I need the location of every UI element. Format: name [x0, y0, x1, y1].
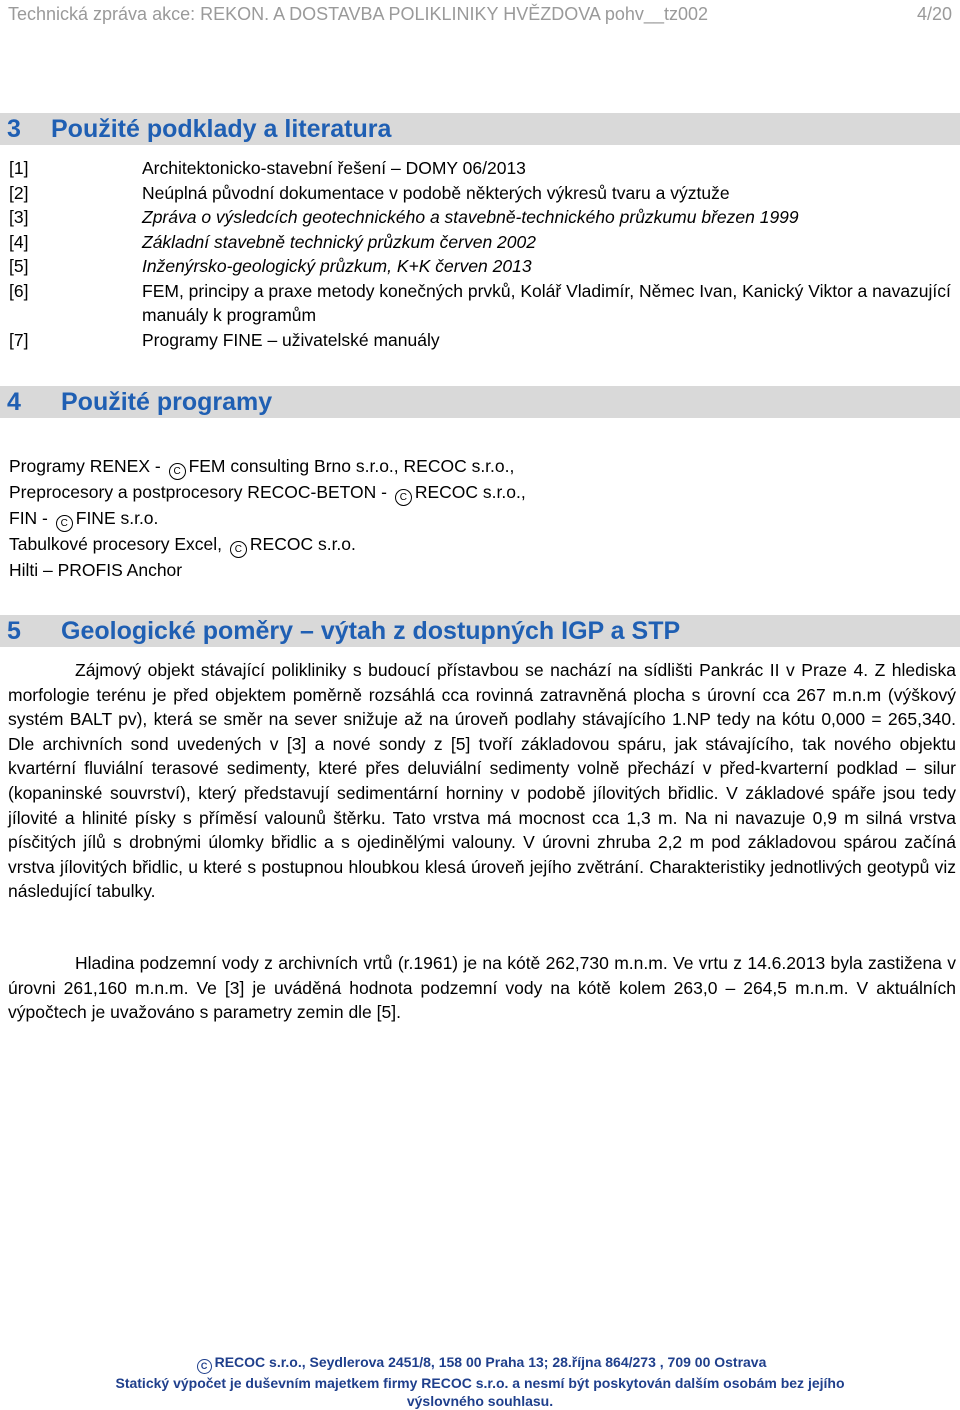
reference-text: Zpráva o výsledcích geotechnického a stavebně-technického průzkumu březen 1999 — [142, 207, 799, 227]
program-owner: FEM consulting Brno s.r.o., RECOC s.r.o., — [188, 456, 515, 476]
reference-item — [9, 279, 954, 328]
program-line — [9, 506, 526, 532]
copyright-icon: C — [230, 541, 247, 558]
program-line — [9, 480, 526, 506]
reference-text: Programy FINE – uživatelské manuály — [142, 329, 440, 350]
reference-text: Neúplná původní dokumentace v podobě některých výkresů tvaru a výztuže — [142, 182, 730, 203]
footer-address-text: RECOC s.r.o., Seydlerova 2451/8, 158 00 Praha 13; 28.října 864/273 , 709 00 Ostrava — [214, 1354, 767, 1370]
program-text: FIN - — [9, 508, 53, 528]
reference-item — [9, 205, 954, 230]
reference-item — [9, 230, 954, 255]
program-line — [9, 532, 526, 558]
reference-text: Architektonicko-stavební řešení – DOMY 06/2013 — [142, 158, 526, 178]
footer-notice: Statický výpočet je duševním majetkem firmy RECOC s.r.o. a nesmí být poskytován dalším osobám bez jejího výslovného souhlasu. — [115, 1375, 845, 1409]
section-5-heading — [0, 615, 960, 647]
program-line — [9, 558, 526, 584]
program-list — [9, 454, 526, 584]
reference-tag: [3] — [9, 207, 29, 227]
reference-item — [9, 156, 954, 181]
page-number: 4/20 — [916, 4, 952, 24]
section-number: 4 — [7, 388, 21, 416]
section-title: Geologické poměry – výtah z dostupných IGP a STP — [61, 617, 681, 645]
program-line — [9, 454, 526, 480]
reference-item — [9, 181, 954, 206]
section-number: 5 — [7, 617, 21, 645]
groundwater-paragraph: Hladina podzemní vody z archivních vrtů (r.1961) je na kótě 262,730 m.n.m. Ve vrtu z 14.6.2013 byla zastižena v úrovni 261,160 m.n.m. Ve [3] je uváděná hodnota podzemní vody na kótě kolem 263,0 – 264,5 m.n.m. V aktuálních výpočtech je uvažováno s parametry zemin dle [5]. — [8, 953, 956, 1023]
reference-tag: [4] — [9, 231, 29, 252]
section-title: Použité programy — [61, 388, 273, 416]
footer-address — [0, 1353, 960, 1374]
program-owner: RECOC s.r.o. — [249, 534, 356, 554]
reference-item — [9, 254, 954, 279]
program-text: Preprocesory a postprocesory RECOC-BETON - — [9, 482, 392, 502]
section-number: 3 — [7, 115, 21, 143]
copyright-icon: C — [56, 515, 73, 532]
program-text: Hilti – PROFIS Anchor — [9, 560, 183, 580]
copyright-icon: C — [395, 489, 412, 506]
geology-paragraph: Zájmový objekt stávající polikliniky s budoucí přístavbou se nachází na sídlišti Pankrác II v Praze 4. Z hlediska morfologie terénu je před objektem poměrně rozsáhlá cca rovinná zatravněná plocha s úrovní cca 267 m.n.m (výškový systém BALT pv), která se směr na sever snižuje až na úroveň podlahy stávajícího 1.NP tedy na kótu 0,000 = 265,340. Dle archivních sond uvedených v [3] a nové sondy z [5] tvoří základovou spáru, jak stávajícího, tak nového objektu kvartérní fluviální terasové sedimenty, které přes deluviální sedimenty volně přechází v před-kvarterní podklad – silur (kopaninské souvrství), který představují sedimentární horniny v podobě jílovitých břidlic. V základové spáře jsou tedy jílovité a hlinité písky s příměsí valounů štěrku. Tato vrstva má mocnost cca 1,3 m. Na ni navazuje 0,9 m silná vrstva písčitých jílů s drobnými úlomky břidlic a s ojedinělými valouny. V úrovni zhruba 2,2 m pod základovou spárou začíná vrstva jílovitých břidlic, u které s postupnou hloubkou klesá úroveň jejího zvětrání. Charakteristiky jednotlivých geotypů viz následující tabulky. — [8, 660, 956, 902]
reference-tag: [2] — [9, 182, 29, 203]
section-4-heading — [0, 386, 960, 418]
program-owner: RECOC s.r.o., — [414, 482, 526, 502]
copyright-icon: C — [169, 463, 186, 480]
document-title: Technická zpráva akce: REKON. A DOSTAVBA POLIKLINIKY HVĚZDOVA pohv__tz002 — [8, 4, 708, 24]
reference-text: Inženýrsko-geologický průzkum, K+K červen 2013 — [142, 256, 532, 276]
reference-item — [9, 328, 954, 353]
page-footer — [0, 1353, 960, 1410]
reference-tag: [7] — [9, 329, 29, 350]
section-3-heading — [0, 113, 960, 145]
section-title: Použité podklady a literatura — [51, 115, 392, 143]
program-text: Programy RENEX - — [9, 456, 166, 476]
copyright-icon: C — [197, 1359, 212, 1374]
reference-text: Základní stavebně technický průzkum červen 2002 — [142, 231, 536, 252]
reference-tag: [6] — [9, 280, 29, 301]
program-owner: FINE s.r.o. — [75, 508, 159, 528]
reference-text: FEM, principy a praxe metody konečných prvků, Kolář Vladimír, Němec Ivan, Kanický Viktor a navazující manuály k programům — [142, 280, 951, 325]
reference-tag: [5] — [9, 256, 29, 276]
reference-tag: [1] — [9, 158, 29, 178]
program-text: Tabulkové procesory Excel, — [9, 534, 227, 554]
reference-list — [9, 156, 954, 352]
